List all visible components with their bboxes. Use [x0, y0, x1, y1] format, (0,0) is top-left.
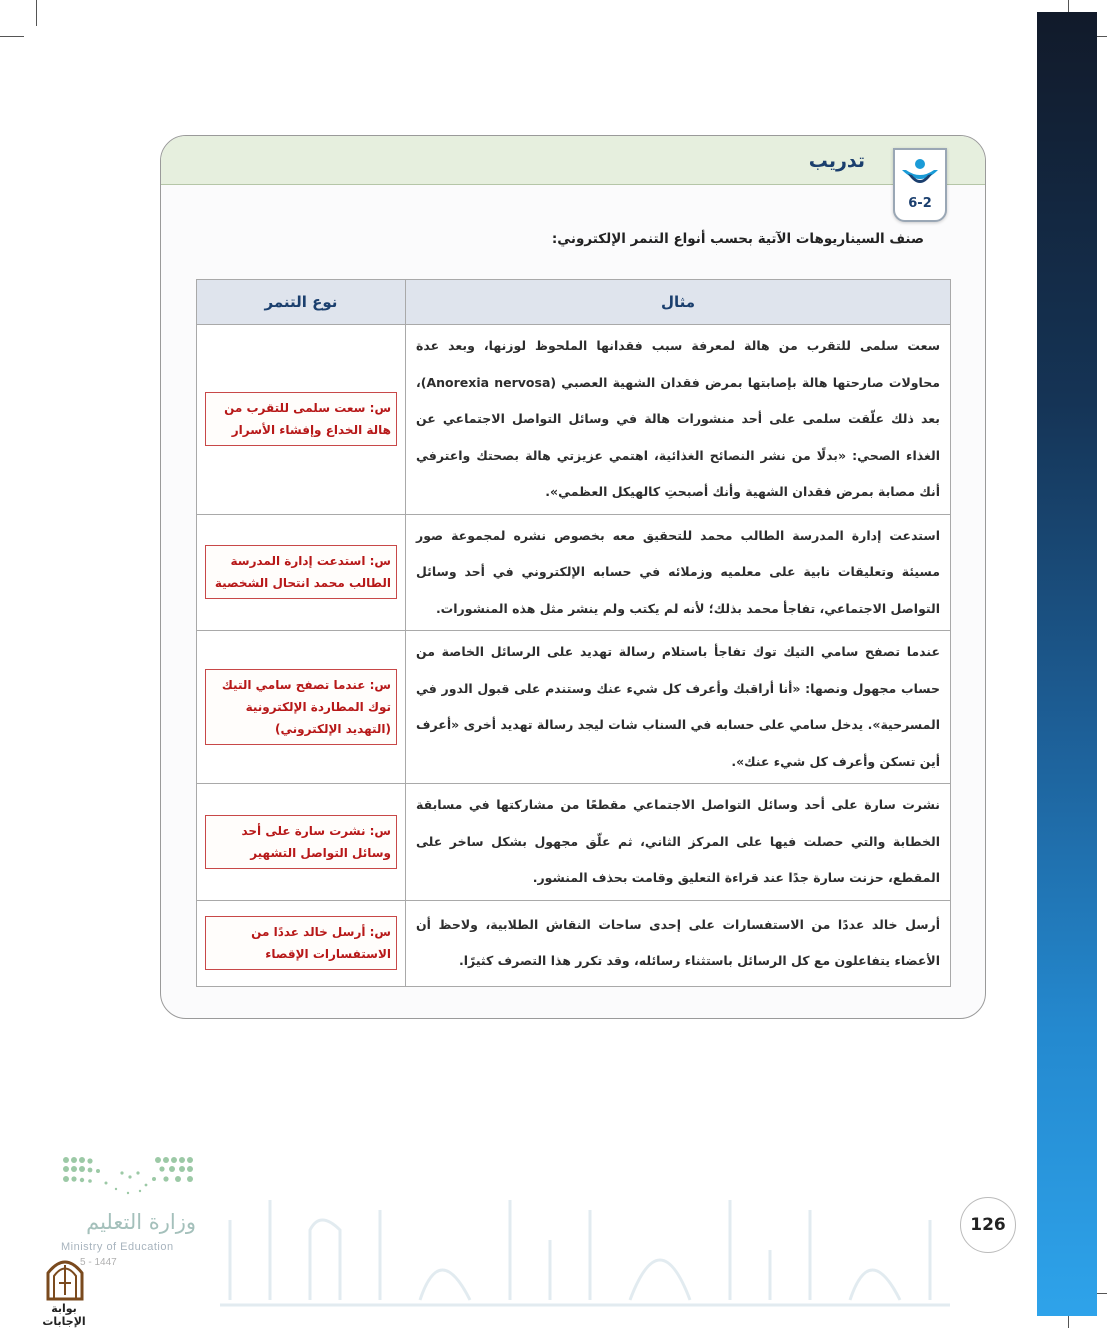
section-number: 6-2 — [908, 196, 932, 211]
example-cell: سعت سلمى للتقرب من هالة لمعرفة سبب فقدانها الملحوظ لوزنها، وبعد عدة محاولات صارحتها هالة بإصابتها بمرض فقدان الشهية العصبي (Anorexia nervosa)، بعد ذلك علّقت سلمى على أحد منشورات هالة في وسائل التواصل الاجتماعي عن الغذاء الصحي: «بدلًا من نشر النصائح الغذائية، اهتمي عزيزتي هالة بصحتك واعترفي أنك مصابة بمرض فقدان الشهية وأنك أصبحتِ كالهيكل العظمي». — [406, 325, 951, 515]
portal-name: بوابة الإجابات — [42, 1302, 86, 1328]
example-cell: أرسل خالد عددًا من الاستفسارات على إحدى ساحات النقاش الطلابية، ولاحظ أن الأعضاء يتفاعلون مع كل الرسائل باستثناء رسائله، وقد تكرر هذا التصرف كثيرًا. — [406, 900, 951, 986]
ministry-logo-icon — [62, 1155, 198, 1200]
answer-cell — [197, 631, 406, 784]
section-badge — [893, 148, 947, 222]
table-row — [197, 514, 951, 631]
answer-cell — [197, 784, 406, 901]
edition-year: 5 - 1447 — [80, 1257, 117, 1268]
portal-logo-icon — [45, 1255, 85, 1301]
answer-cell — [197, 325, 406, 515]
crop-mark — [36, 0, 37, 26]
instruction-text: صنف السيناريوهات الآتية بحسب أنواع التنمر الإلكتروني: — [551, 231, 924, 247]
training-icon — [900, 158, 940, 192]
answer-cell — [197, 514, 406, 631]
table-row — [197, 900, 951, 986]
answer-box: س: أرسل خالد عددًا من الاستفسارات الإقصاء — [205, 916, 397, 970]
answer-box: س: استدعت إدارة المدرسة الطالب محمد انتحال الشخصية — [205, 545, 397, 599]
answer-box: س: نشرت سارة على أحد وسائل التواصل التشهير — [205, 815, 397, 869]
table-row — [197, 325, 951, 515]
crop-mark — [0, 36, 24, 37]
section-title: تدريب — [808, 150, 865, 172]
ministry-name-english: Ministry of Education — [61, 1241, 174, 1253]
table-row — [197, 631, 951, 784]
ministry-name-arabic: وزارة التعليم — [86, 1210, 196, 1234]
header-example: مثال — [406, 280, 951, 325]
calligraphy-watermark — [210, 1180, 960, 1320]
page-number: 126 — [960, 1197, 1016, 1253]
example-cell: نشرت سارة على أحد وسائل التواصل الاجتماعي مقطعًا من مشاركتها في مسابقة الخطابة والتي حصلت فيها على المركز الثاني، ثم علّق مجهول بشكل ساخر على المقطع، حزنت سارة جدًا عند قراءة التعليق وقامت بحذف المنشور. — [406, 784, 951, 901]
side-color-strip — [1037, 12, 1097, 1316]
answer-box: س: سعت سلمى للتقرب من هالة الخداع وإفشاء الأسرار — [205, 392, 397, 446]
scenarios-table — [196, 279, 951, 987]
answer-cell — [197, 900, 406, 986]
header-type: نوع التنمر — [197, 280, 406, 325]
answer-box: س: عندما تصفح سامي التيك توك المطاردة الإلكترونية (التهديد الإلكتروني) — [205, 669, 397, 745]
example-cell: استدعت إدارة المدرسة الطالب محمد للتحقيق معه بخصوص نشره لمجموعة صور مسيئة وتعليقات نابية على معلميه وزملائه في حسابه الإلكتروني في أحد وسائل التواصل الاجتماعي، تفاجأ محمد بذلك؛ لأنه لم يكتب ولم ينشر مثل هذه المنشورات. — [406, 514, 951, 631]
card-header — [161, 136, 985, 185]
table-header-row — [197, 280, 951, 325]
table-row — [197, 784, 951, 901]
example-cell: عندما تصفح سامي التيك توك تفاجأ باستلام رسالة تهديد على الرسائل الخاصة من حساب مجهول ونصها: «أنا أراقبك وأعرف كل شيء عنك وستندم على قبول الدور في المسرحية». يدخل سامي على حسابه في السناب شات ليجد رسالة تهديد أخرى «أعرف أين تسكن وأعرف كل شيء عنك». — [406, 631, 951, 784]
